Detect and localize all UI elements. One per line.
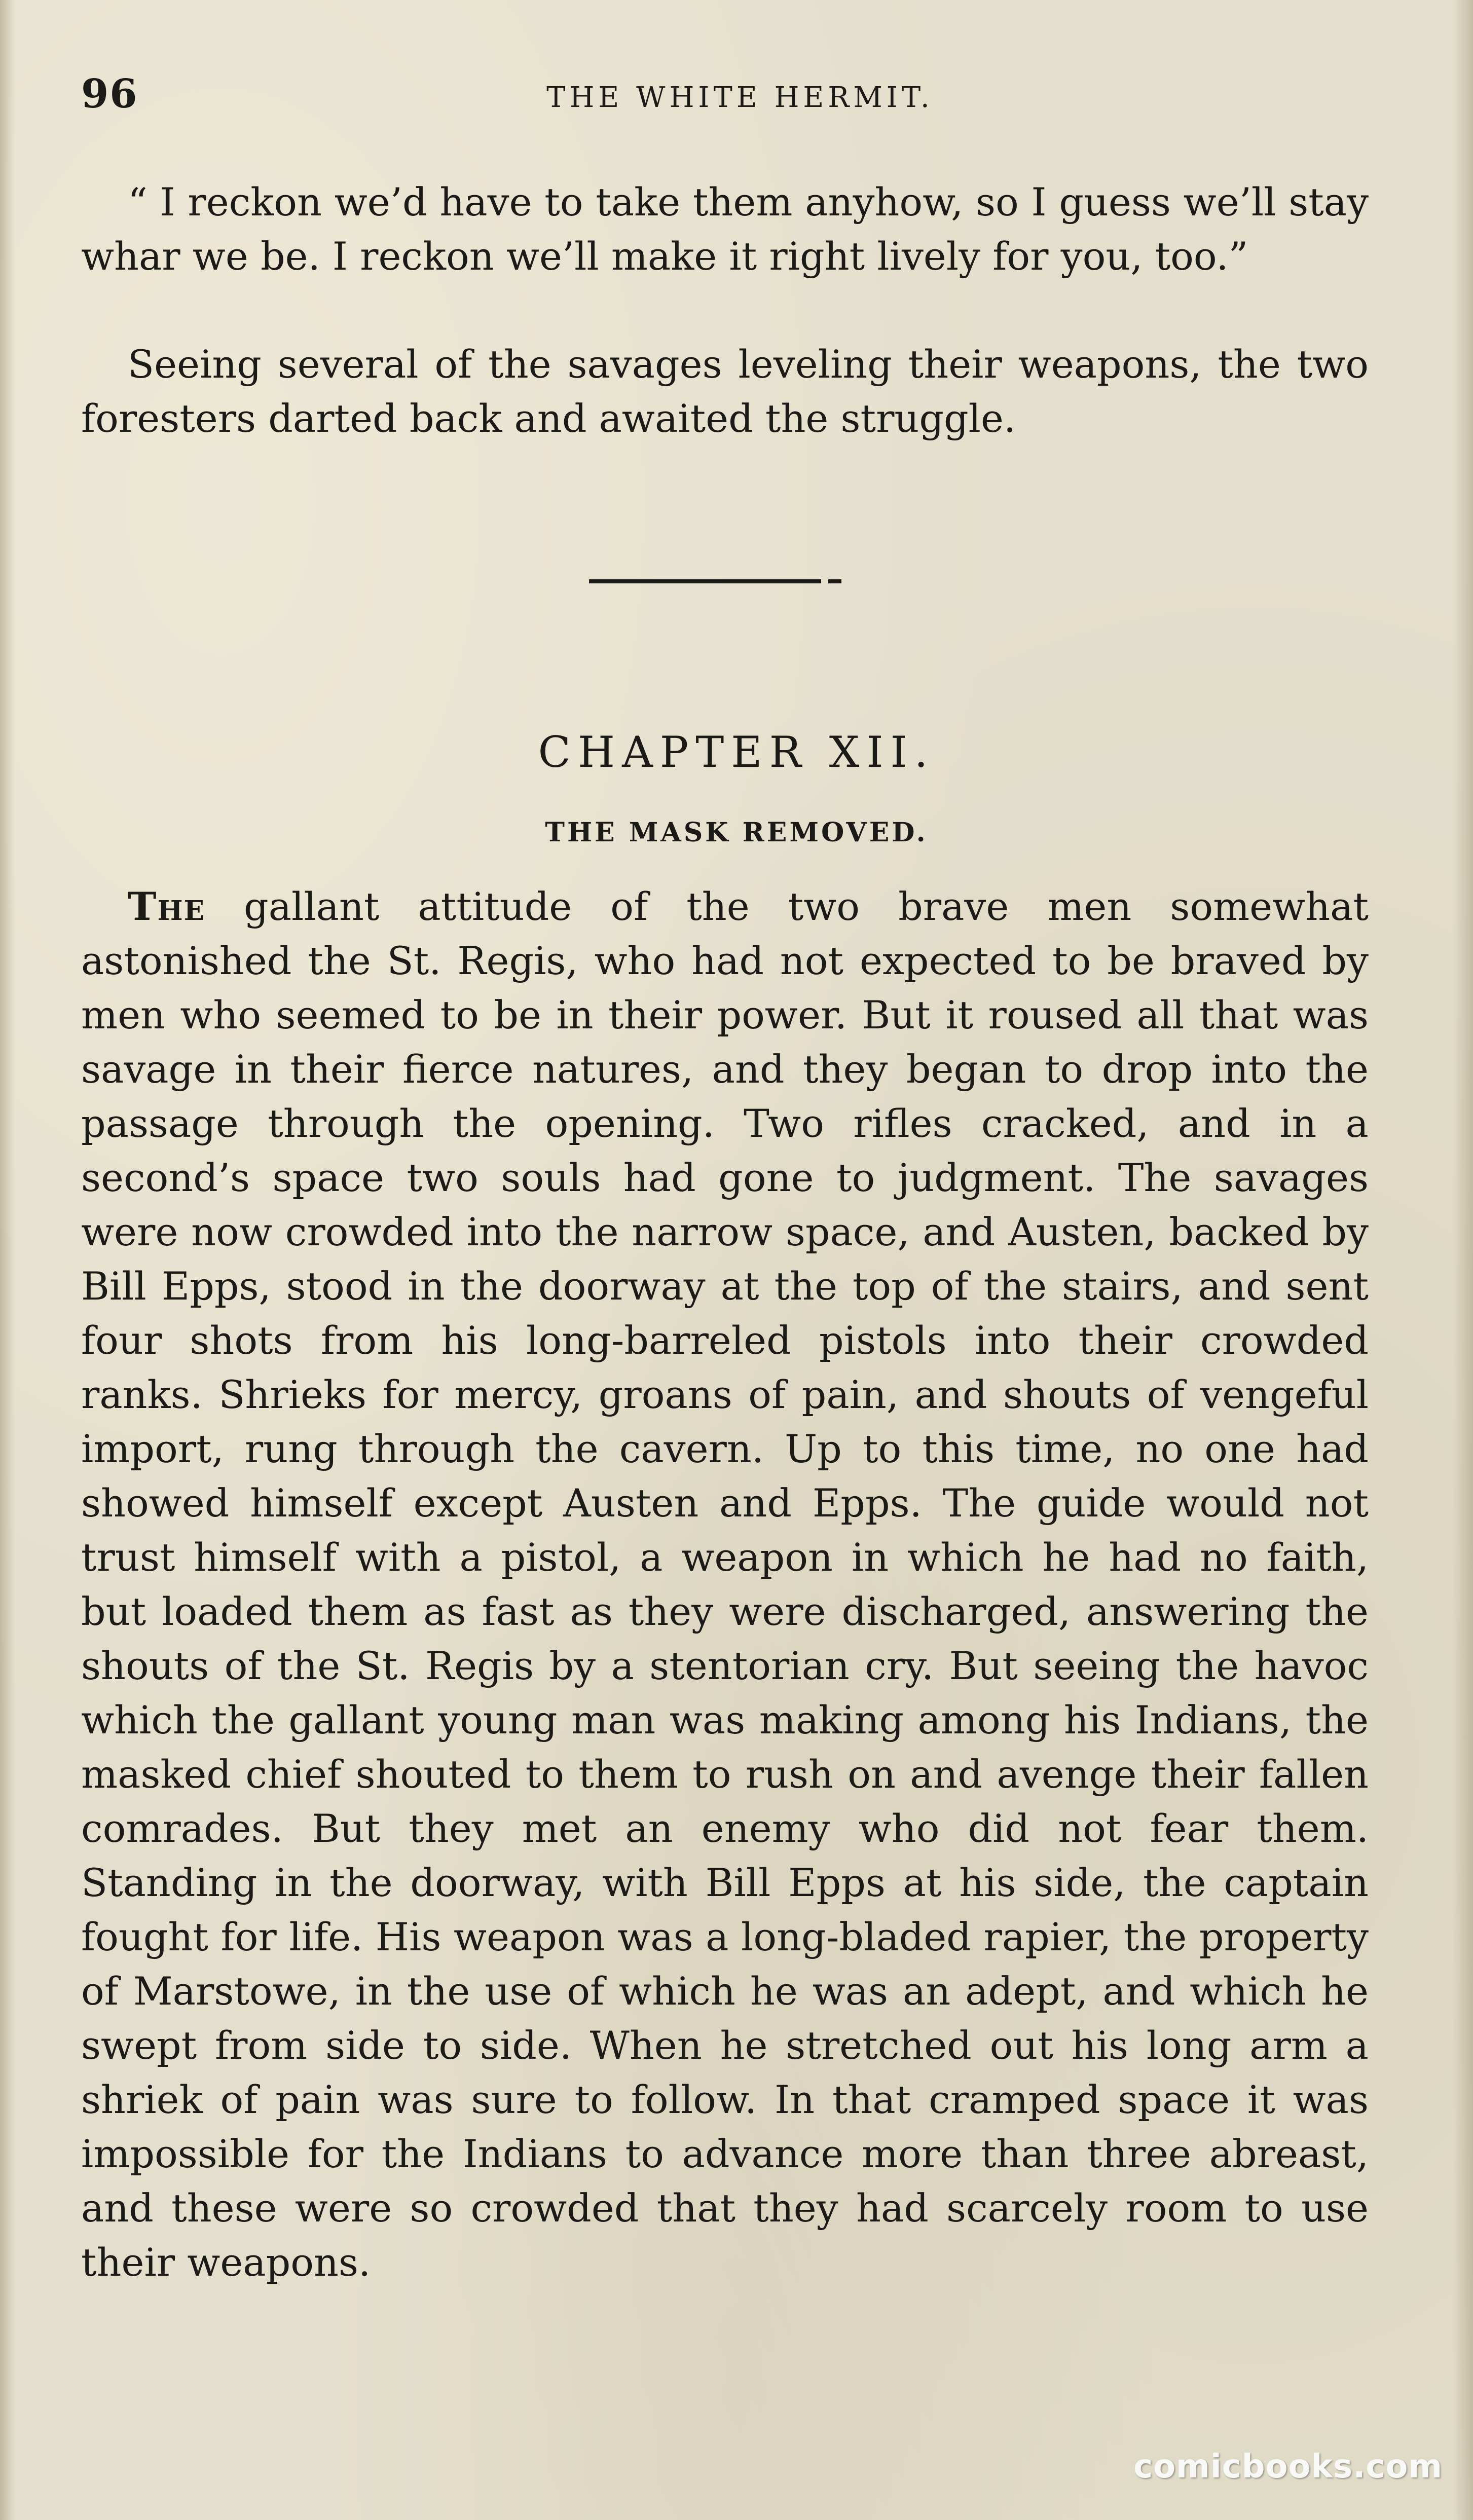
running-head xyxy=(81,71,1399,127)
paragraph-foresters: Seeing several of the savages leveling their weapons, the two foresters darted back and awaited the struggle. xyxy=(81,342,1369,441)
watermark-logo: comicbooks.com xyxy=(1133,2448,1443,2486)
chapter-heading: CHAPTER XII. xyxy=(538,727,935,777)
chapter-subtitle: THE MASK REMOVED. xyxy=(545,817,928,848)
paragraph-dialogue: “ I reckon we’d have to take them anyhow, so I guess we’ll stay whar we be. I reckon we’ll make it right lively for you, too.” xyxy=(81,179,1369,279)
running-title: THE WHITE HERMIT. xyxy=(546,81,934,114)
page-edge-shadow-left xyxy=(0,0,15,2520)
page-number: 96 xyxy=(81,71,138,117)
section-divider-dash xyxy=(828,579,841,583)
chapter-opening-paragraph xyxy=(81,879,1369,2289)
chapter-first-word: The xyxy=(128,884,206,929)
page-edge-shadow-right xyxy=(1453,0,1473,2520)
chapter-body-text: gallant attitude of the two brave men somewhat astonished the St. Regis, who had not expected to be braved by men who seemed to be in their power. But it roused all that was savage in their fierce natures, and they began to drop into the passage through the opening. Two rifles cracked, and in a second’s space two souls had gone to judgment. The savages were now crowded into the narrow space, and Austen, backed by Bill Epps, stood in the doorway at the top of the stairs, and sent four shots from his long-barreled pistols into their crowded ranks. Shrieks for mercy, groans of pain, and shouts of vengeful import, rung through the cavern. Up to this time, no one had showed himself except Austen and Epps. The guide would not trust himself with a pistol, a weapon in which he had no faith, but loaded them as fast as they were discharged, answering the shouts of the St. Regis by a stentorian cry. But seeing the havoc which the gallant young man was making among his Indians, the masked chief shouted to them to rush on and avenge their fallen comrades. But they met an enemy who did not fear them. Standing in the doorway, with Bill Epps at his side, the captain fought for life. His weapon was a long-bladed rapier, the property of Marstowe, in the use of which he was an adept, and which he swept from side to side. When he stretched out his long arm a shriek of pain was sure to follow. In that cramped space it was impossible for the Indians to advance more than three abreast, and these were so crowded that they had scarcely room to use their weapons. xyxy=(81,884,1369,2285)
section-divider-rule xyxy=(589,579,821,583)
